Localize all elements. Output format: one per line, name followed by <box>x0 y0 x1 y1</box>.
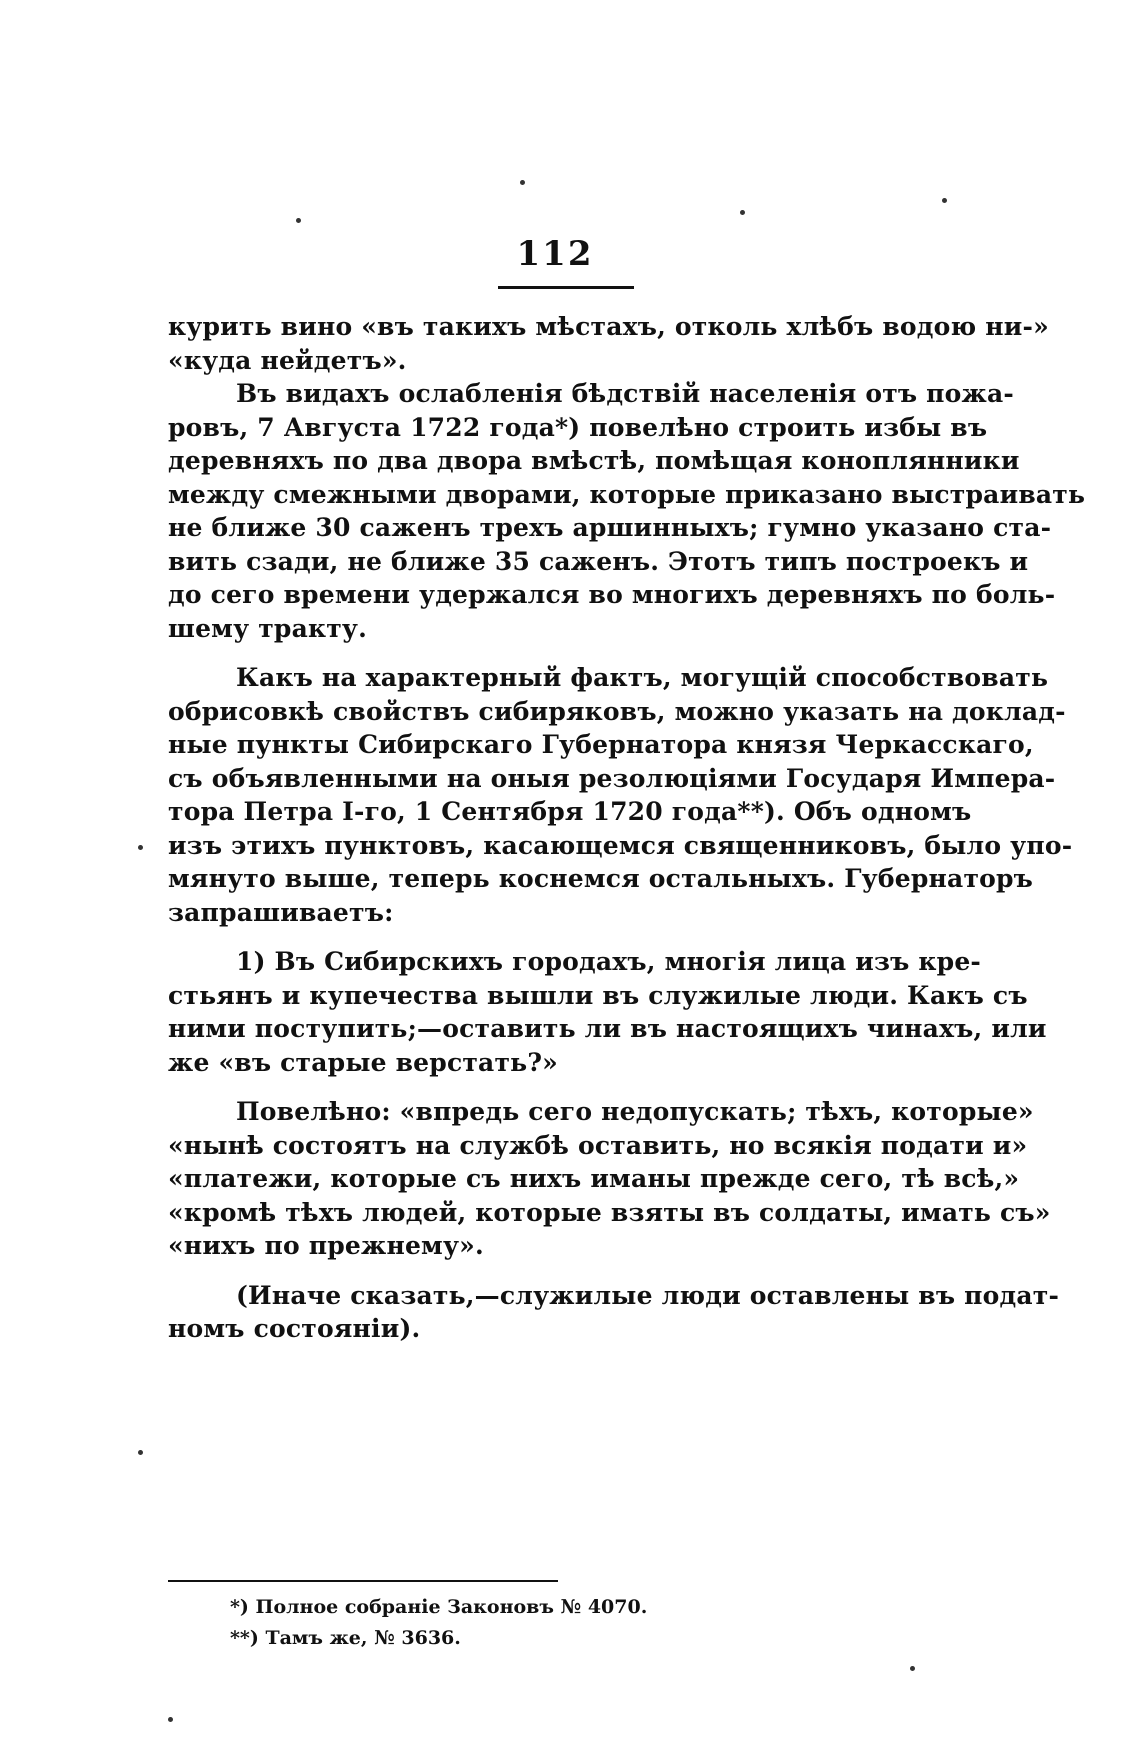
scan-speck <box>910 1666 915 1671</box>
footnote-rule <box>168 1580 558 1582</box>
text-line: номъ состояніи). <box>168 1314 421 1343</box>
text-line: «нихъ по прежнему». <box>168 1231 484 1260</box>
paragraph <box>168 1095 1051 1263</box>
footnotes <box>230 1580 830 1654</box>
text-line: «платежи, которые съ нихъ иманы прежде сего, тѣ всѣ,» <box>168 1164 1020 1193</box>
scan-speck <box>740 210 745 215</box>
body-text <box>168 310 1086 1346</box>
text-line: вить сзади, не ближе 35 саженъ. Этотъ типъ построекъ и <box>168 546 1029 576</box>
text-line: мянуто выше, теперь коснемся остальныхъ. Губернаторъ <box>168 864 1034 893</box>
scan-speck <box>138 1450 143 1455</box>
text-line: ные пункты Сибирскаго Губернатора князя Черкасскаго, <box>168 730 1034 759</box>
paragraph <box>168 661 1073 929</box>
text-line: же «въ старые верстать?» <box>168 1047 558 1077</box>
scan-speck <box>296 218 301 223</box>
text-line: ровъ, 7 Августа 1722 года*) повелѣно строить избы въ <box>168 412 988 442</box>
text-line: 1) Въ Сибирскихъ городахъ, многія лица изъ кре- <box>236 947 981 976</box>
text-line: (Иначе сказать,—служилые люди оставлены въ подат- <box>236 1280 1060 1310</box>
text-line: «нынѣ состоятъ на службѣ оставить, но всякія подати и» <box>168 1130 1028 1160</box>
text-line: Повелѣно: «впредь сего недопускать; тѣхъ, которые» <box>236 1097 1034 1126</box>
scan-speck <box>168 1717 173 1722</box>
scan-speck <box>520 180 525 185</box>
scan-speck <box>138 845 143 850</box>
text-line: шему тракту. <box>168 613 368 643</box>
paragraph <box>168 1279 1060 1346</box>
text-line: стьянъ и купечества вышли въ служилые люди. Какъ съ <box>168 980 1028 1010</box>
text-line: между смежными дворами, которые приказано выстраивать <box>168 479 1086 509</box>
footnote: **) Тамъ же, № 3636. <box>230 1627 461 1649</box>
text-line: деревняхъ по два двора вмѣстѣ, помѣщая коноплянники <box>168 446 1020 475</box>
page-number: 112 <box>516 234 594 274</box>
scan-speck <box>942 198 947 203</box>
paragraph <box>168 310 1049 377</box>
footnote: *) Полное собраніе Законовъ № 4070. <box>230 1596 648 1618</box>
text-line: до сего времени удержался во многихъ деревняхъ по боль- <box>168 580 1056 609</box>
text-line: изъ этихъ пунктовъ, касающемся священниковъ, было упо- <box>168 830 1073 860</box>
text-line: съ объявленными на оныя резолюціями Государя Импера- <box>168 763 1056 793</box>
header-rule <box>498 286 634 289</box>
text-line: тора Петра І-го, 1 Сентября 1720 года**). Объ одномъ <box>168 797 972 826</box>
text-line: «кромѣ тѣхъ людей, которые взяты въ солдаты, имать съ» <box>168 1197 1051 1227</box>
text-line: не ближе 30 саженъ трехъ аршинныхъ; гумно указано ста- <box>168 513 1052 542</box>
text-line: запрашиваетъ: <box>168 897 394 927</box>
text-line: Какъ на характерный фактъ, могущій способствовать <box>236 663 1049 692</box>
text-line: «куда нейдетъ». <box>168 345 407 375</box>
text-line: ними поступить;—оставить ли въ настоящихъ чинахъ, или <box>168 1014 1047 1043</box>
paragraph <box>168 377 1086 645</box>
text-line: курить вино «въ такихъ мѣстахъ, отколь хлѣбъ водою ни-» <box>168 312 1049 341</box>
paragraph <box>168 945 1047 1079</box>
text-line: Въ видахъ ослабленія бѣдствій населенія отъ пожа- <box>236 379 1014 408</box>
text-line: обрисовкѣ свойствъ сибиряковъ, можно указать на доклад- <box>168 696 1066 726</box>
